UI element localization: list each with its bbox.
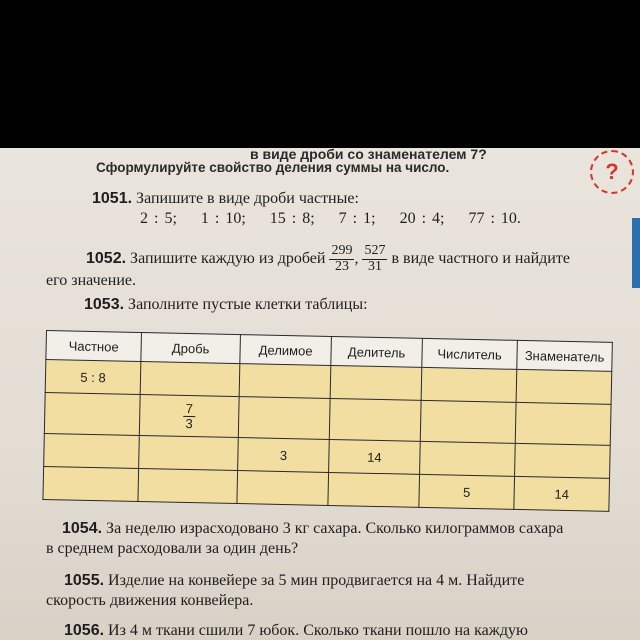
table-cell[interactable] bbox=[43, 466, 139, 501]
header-denominator: Знаменатель bbox=[517, 340, 613, 371]
problem-1054-text-a: За неделю израсходовано 3 кг сахара. Сколько килограммов сахара bbox=[106, 520, 564, 537]
problem-1051-number: 1051. bbox=[92, 190, 133, 207]
denominator: 23 bbox=[334, 258, 349, 274]
table-cell[interactable] bbox=[44, 392, 140, 435]
table-cell: 5 bbox=[419, 474, 515, 509]
problem-1054-text-b: в среднем расходовали за один день? bbox=[46, 540, 299, 557]
table-cell[interactable] bbox=[329, 398, 421, 441]
table-cell[interactable] bbox=[44, 433, 140, 468]
textbook-page bbox=[0, 148, 640, 640]
table-cell: 14 bbox=[514, 476, 610, 511]
header-numerator: Числитель bbox=[422, 338, 518, 369]
problem-1051-text: Запишите в виде дроби частные: bbox=[136, 190, 359, 207]
problem-1053-text: Заполните пустые клетки таблицы: bbox=[128, 296, 368, 313]
problem-1052-number: 1052. bbox=[86, 249, 127, 267]
table-cell[interactable] bbox=[140, 361, 240, 396]
problem-1052-text-b: в виде частного и найдите bbox=[391, 249, 570, 267]
problem-1056 bbox=[64, 622, 528, 640]
fraction-527-31 bbox=[362, 244, 387, 274]
problem-1055-text-b: скорость движения конвейера. bbox=[46, 592, 254, 609]
problem-1056-number: 1056. bbox=[64, 622, 105, 639]
table-cell[interactable] bbox=[238, 397, 330, 440]
problem-1053 bbox=[84, 296, 368, 314]
header-fraction: Дробь bbox=[141, 332, 241, 363]
page-edge-tab bbox=[632, 218, 640, 288]
table-cell[interactable] bbox=[420, 400, 516, 443]
table-cell[interactable] bbox=[516, 369, 612, 404]
numerator: 527 bbox=[364, 243, 386, 258]
denominator: 3 bbox=[185, 415, 193, 432]
table-cell[interactable] bbox=[328, 472, 420, 507]
header-divisor: Делитель bbox=[331, 336, 423, 367]
division-item: 20 : 4; bbox=[399, 210, 445, 227]
problem-1055-text-a: Изделие на конвейере за 5 мин продвигается на 4 м. Найдите bbox=[108, 572, 525, 589]
comma: , bbox=[354, 249, 359, 267]
table-cell: 5 : 8 bbox=[45, 360, 141, 395]
division-item: 15 : 8; bbox=[269, 210, 315, 227]
division-item: 1 : 10; bbox=[200, 210, 246, 227]
numerator: 299 bbox=[331, 243, 353, 258]
table-cell[interactable] bbox=[237, 471, 329, 506]
problem-1052 bbox=[86, 244, 570, 274]
problem-1054 bbox=[62, 520, 563, 538]
fill-table bbox=[42, 330, 612, 512]
problem-1051-items bbox=[140, 210, 521, 228]
division-item: 7 : 1; bbox=[338, 210, 376, 227]
problem-1053-number: 1053. bbox=[84, 296, 125, 313]
denominator: 31 bbox=[367, 258, 382, 274]
header-dividend: Делимое bbox=[240, 335, 332, 366]
division-item: 77 : 10. bbox=[468, 210, 521, 227]
header-quotient: Частное bbox=[46, 331, 142, 362]
table-cell: 3 bbox=[238, 438, 330, 473]
table-cell[interactable] bbox=[330, 365, 422, 400]
header-line-2: Сформулируйте свойство деления суммы на число. bbox=[96, 160, 450, 175]
table-cell bbox=[139, 394, 239, 437]
table-cell[interactable] bbox=[139, 435, 239, 470]
division-item: 2 : 5; bbox=[140, 210, 177, 227]
table-cell: 14 bbox=[329, 439, 421, 474]
problem-1054-number: 1054. bbox=[62, 520, 103, 537]
problem-1055 bbox=[64, 572, 524, 590]
problem-1051 bbox=[92, 190, 359, 208]
problem-1056-text-a: Из 4 м ткани сшили 7 юбок. Сколько ткани пошло на каждую bbox=[108, 622, 528, 639]
header-line-1: в виде дроби со знаменателем 7? bbox=[250, 148, 487, 162]
table-cell[interactable] bbox=[515, 443, 611, 478]
table-cell[interactable] bbox=[138, 468, 238, 503]
table-cell[interactable] bbox=[421, 367, 517, 402]
fraction-299-23 bbox=[329, 244, 354, 274]
question-mark-icon bbox=[590, 150, 634, 194]
table-cell[interactable] bbox=[239, 364, 331, 399]
question-mark-glyph: ? bbox=[605, 159, 619, 184]
fraction-7-3 bbox=[183, 402, 195, 432]
problem-1052-text-c: его значение. bbox=[46, 272, 136, 289]
problem-1055-number: 1055. bbox=[64, 572, 105, 589]
numerator: 7 bbox=[184, 402, 196, 418]
problem-1052-text-a: Запишите каждую из дробей bbox=[130, 249, 326, 267]
table-cell[interactable] bbox=[515, 402, 611, 445]
table-cell[interactable] bbox=[420, 441, 516, 476]
